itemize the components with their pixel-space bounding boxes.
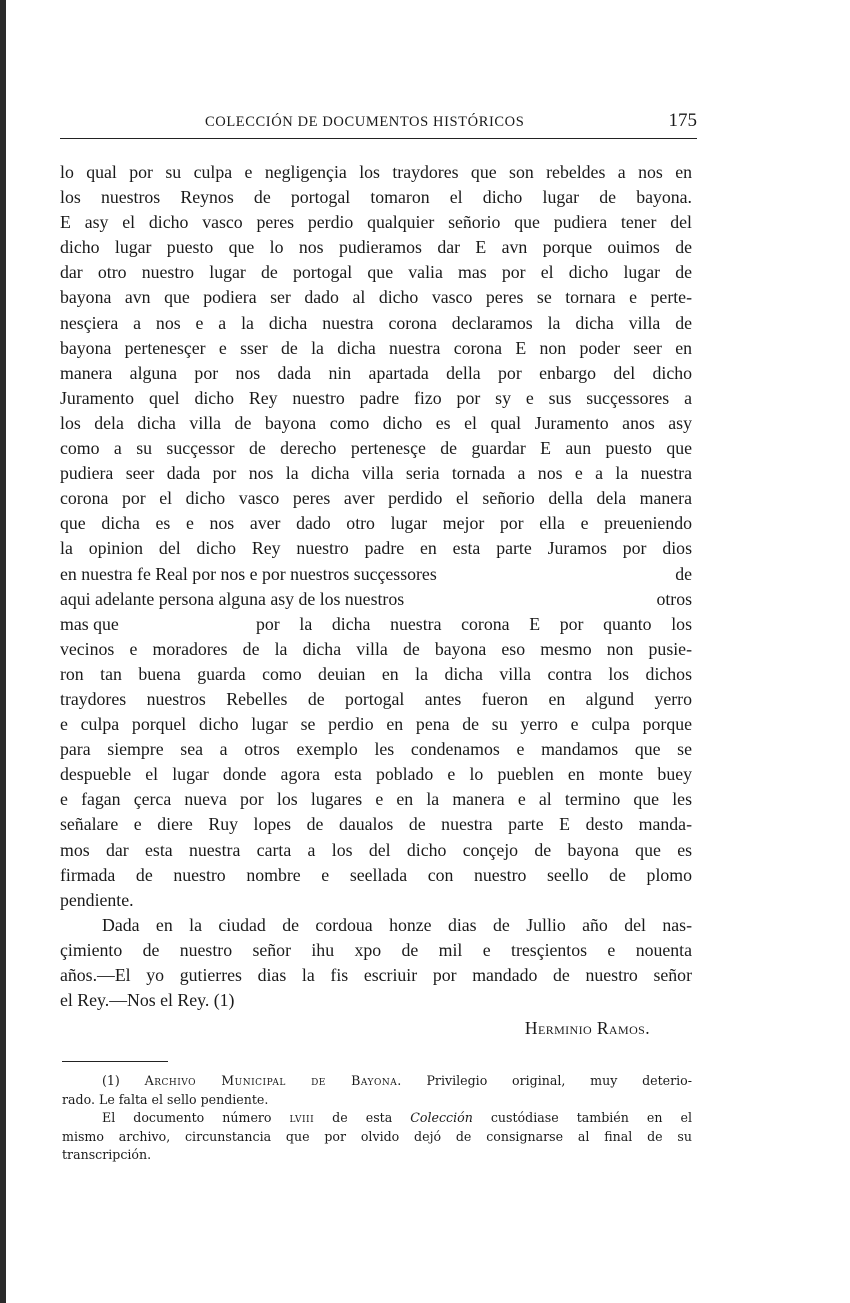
text-fragment: mas que — [60, 613, 119, 634]
text-line: corona por el dicho vasco peres aver perdido el señorio della dela manera — [60, 488, 692, 509]
footnote-source: Archivo Municipal de Bayona. — [144, 1073, 402, 1088]
footnote-roman-numeral: lviii — [289, 1110, 315, 1125]
text-line: e fagan çerca nueva por los lugares e en la manera e al termino que les — [60, 789, 692, 810]
text-line: çimiento de nuestro señor ihu xpo de mil e tresçientos e nouenta — [60, 939, 692, 960]
signature: Herminio Ramos. — [524, 1018, 650, 1038]
text-line: dicho lugar puesto que lo nos pudieramos dar E avn porque ouimos de — [60, 237, 692, 258]
footnote-italic: Colección — [410, 1110, 473, 1125]
text-line: los nuestros Reynos de portogal tomaron el dicho lugar de bayona. — [60, 187, 692, 208]
text-line-gapped — [60, 562, 692, 587]
text-line: firmada de nuestro nombre e seellada con nuestro seello de plomo — [60, 864, 692, 885]
text-line: años.—El yo gutierres dias la fis escriuir por mandado de nuestro señor — [60, 965, 692, 985]
text-fragment: por la dicha nuestra corona E por quanto los — [256, 613, 692, 634]
footnote-text: Privilegio original, muy deterio- — [401, 1073, 693, 1088]
text-line: mos dar esta nuestra carta a los del dicho conçejo de bayona que es — [60, 839, 692, 860]
footnote-marker: (1) — [102, 1073, 145, 1088]
text-line: bayona avn que podiera ser dado al dicho vasco peres se tornara e perte- — [60, 287, 692, 308]
text-line: el Rey.—Nos el Rey. (1) — [60, 990, 235, 1011]
text-fragment: otros — [656, 588, 692, 609]
header-title: COLECCIÓN DE DOCUMENTOS HISTÓRICOS — [205, 114, 525, 130]
text-line: los dela dicha villa de bayona como dicho es el qual Juramento anos asy — [60, 412, 692, 433]
text-line: E asy el dicho vasco peres perdio qualquier señorio que pudiera tener del — [60, 212, 692, 233]
footnote-text: de esta — [314, 1110, 411, 1125]
footnotes — [62, 1072, 692, 1165]
text-fragment: aqui adelante persona alguna asy de los nuestros — [60, 588, 405, 609]
text-line: bayona pertenesçer e sser de la dicha nuestra corona E non poder seer en — [60, 337, 692, 358]
text-line: nesçiera a nos e a la dicha nuestra corona declaramos la dicha villa de — [60, 312, 692, 333]
text-fragment: en nuestra fe Real por nos e por nuestros sucçessores — [60, 563, 437, 584]
footnote-text: custódiase también en el — [472, 1110, 692, 1125]
footnote-line — [62, 1109, 692, 1128]
text-fragment: de — [675, 563, 692, 584]
footnote-line: mismo archivo, circunstancia que por olvido dejó de consignarse al final de su — [62, 1128, 692, 1144]
page-number: 175 — [668, 110, 697, 131]
text-line: vecinos e moradores de la dicha villa de bayona eso mesmo non pusie- — [60, 638, 692, 659]
text-line: manera alguna por nos dada nin apartada della por enbargo del dicho — [60, 362, 692, 383]
footnote-line — [62, 1072, 692, 1091]
text-line-gapped — [60, 612, 692, 637]
text-line: despueble el lugar donde agora esta poblado e lo pueblen en monte buey — [60, 764, 692, 785]
scan-page-edge — [0, 0, 6, 1303]
footnote-rule — [62, 1061, 168, 1062]
running-header — [60, 112, 697, 138]
footnote-text: El documento número — [102, 1110, 290, 1125]
text-line: ron tan buena guarda como deuian en la dicha villa contra los dichos — [60, 663, 692, 684]
footnote-line: rado. Le falta el sello pendiente. — [62, 1091, 269, 1107]
text-line: que dicha es e nos aver dado otro lugar mejor por ella e preueniendo — [60, 513, 692, 534]
text-line: señalare e diere Ruy lopes de daualos de nuestra parte E desto manda- — [60, 814, 692, 835]
text-line-gapped — [60, 587, 692, 612]
text-line: para siempre sea a otros exemplo les condenamos e mandamos que se — [60, 739, 692, 760]
document-body — [60, 160, 692, 1013]
text-line: lo qual por su culpa e negligençia los traydores que son rebeldes a nos en — [60, 162, 692, 182]
text-line: e culpa porquel dicho lugar se perdio en pena de su yerro e culpa porque — [60, 714, 692, 735]
text-line: traydores nuestros Rebelles de portogal antes fueron en algund yerro — [60, 688, 692, 709]
text-line: como a su sucçessor de derecho pertenesçe de guardar E aun puesto que — [60, 438, 692, 459]
text-line: pudiera seer dada por nos la dicha villa seria tornada a nos e a la nuestra — [60, 463, 692, 484]
text-line: la opinion del dicho Rey nuestro padre en esta parte Juramos por dios — [60, 538, 692, 559]
text-line: Juramento quel dicho Rey nuestro padre fizo por sy e sus sucçessores a — [60, 387, 692, 408]
header-rule — [60, 138, 697, 139]
text-line: pendiente. — [60, 889, 134, 910]
text-line: Dada en la ciudad de cordoua honze dias de Jullio año del nas- — [102, 914, 692, 935]
footnote-line: transcripción. — [62, 1147, 152, 1162]
text-line: dar otro nuestro lugar de portogal que valia mas por el dicho lugar de — [60, 262, 692, 283]
